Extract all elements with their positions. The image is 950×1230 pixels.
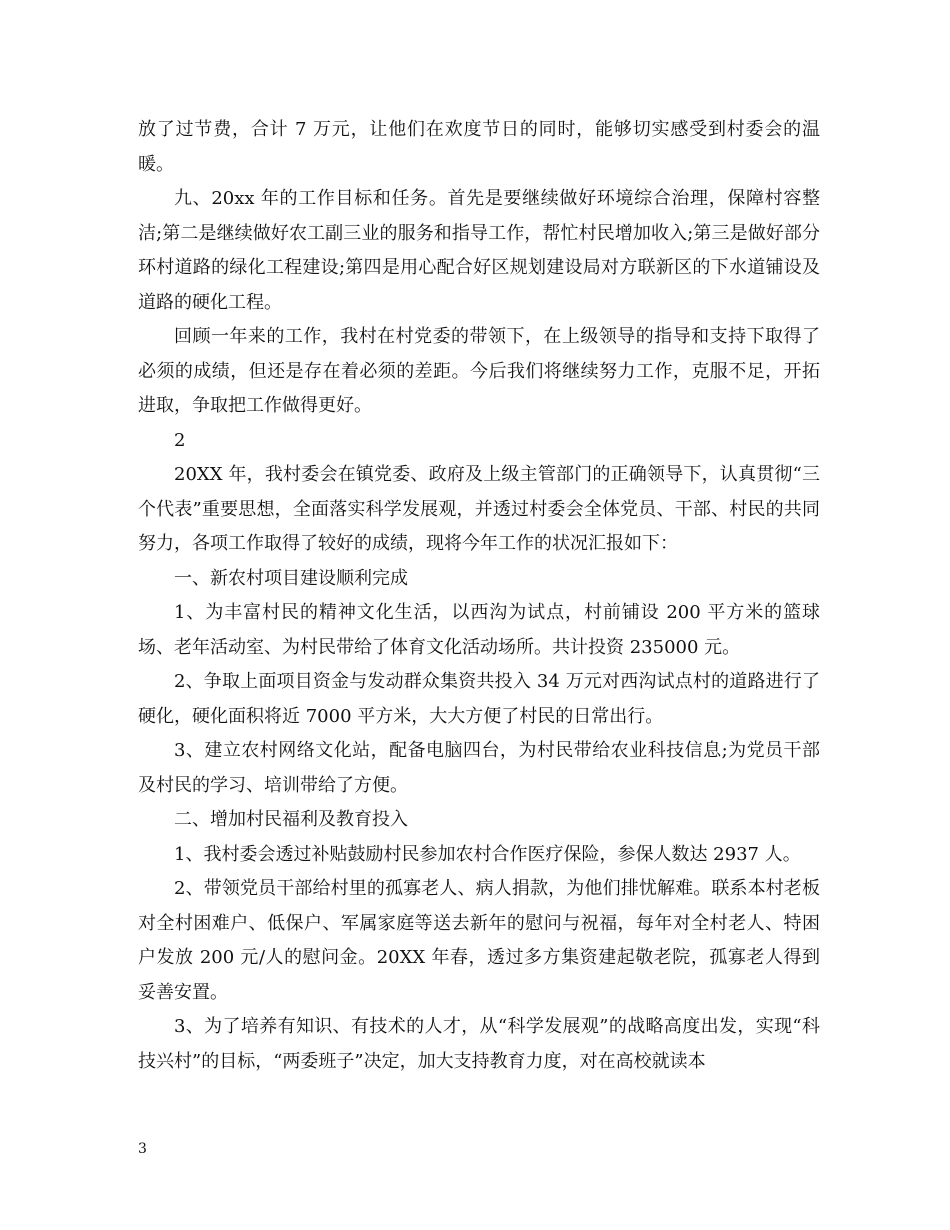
paragraph-5: 20XX 年，我村委会在镇党委、政府及上级主管部门的正确领导下，认真贯彻“三个代表”重要思想，全面落实科学发展观，并透过村委会全体党员、干部、村民的共同努力，各项工作取得了较好的成绩，现将今年工作的状况汇报如下： bbox=[138, 464, 820, 554]
paragraph-7: 1、为丰富村民的精神文化生活，以西沟为试点，村前铺设 200 平方米的篮球场、老年活动室、为村民带给了体育文化活动场所。共计投资 235000 元。 bbox=[138, 602, 820, 658]
paragraph-12: 2、带领党员干部给村里的孤寡老人、病人捐款，为他们排忧解难。联系本村老板对全村困难户、低保户、军属家庭等送去新年的慰问与祝福，每年对全村老人、特困户发放 200 元/人的慰问金。20XX 年春，透过多方集资建起敬老院，孤寡老人得到妥善安置。 bbox=[138, 878, 820, 1003]
section-number: 2 bbox=[174, 429, 186, 451]
document-body bbox=[138, 113, 820, 1079]
paragraph-13: 3、为了培养有知识、有技术的人才，从“科学发展观”的战略高度出发，实现“科技兴村”的目标，“两委班子”决定，加大支持教育力度，对在高校就读本 bbox=[138, 1016, 820, 1072]
paragraph-2: 九、20xx 年的工作目标和任务。首先是要继续做好环境综合治理，保障村容整洁;第二是继续做好农工副三业的服务和指导工作，帮忙村民增加收入;第三是做好部分环村道路的绿化工程建设;第四是用心配合好区规划建设局对方联新区的下水道铺设及道路的硬化工程。 bbox=[138, 188, 820, 313]
paragraph-9: 3、建立农村网络文化站，配备电脑四台，为村民带给农业科技信息;为党员干部及村民的学习、培训带给了方便。 bbox=[138, 740, 820, 796]
paragraph-8: 2、争取上面项目资金与发动群众集资共投入 34 万元对西沟试点村的道路进行了硬化，硬化面积将近 7000 平方米，大大方便了村民的日常出行。 bbox=[138, 671, 820, 727]
page-number: 3 bbox=[138, 1141, 147, 1157]
section-heading-1: 一、新农村项目建设顺利完成 bbox=[174, 567, 408, 589]
paragraph-3: 回顾一年来的工作，我村在村党委的带领下，在上级领导的指导和支持下取得了必须的成绩，但还是存在着必须的差距。今后我们将继续努力工作，克服不足，开拓进取，争取把工作做得更好。 bbox=[138, 326, 820, 416]
paragraph-1: 放了过节费，合计 7 万元，让他们在欢度节日的同时，能够切实感受到村委会的温暖。 bbox=[138, 119, 820, 175]
section-heading-2: 二、增加村民福利及教育投入 bbox=[174, 809, 408, 830]
paragraph-11: 1、我村委会透过补贴鼓励村民参加农村合作医疗保险，参保人数达 2937 人。 bbox=[174, 843, 801, 865]
